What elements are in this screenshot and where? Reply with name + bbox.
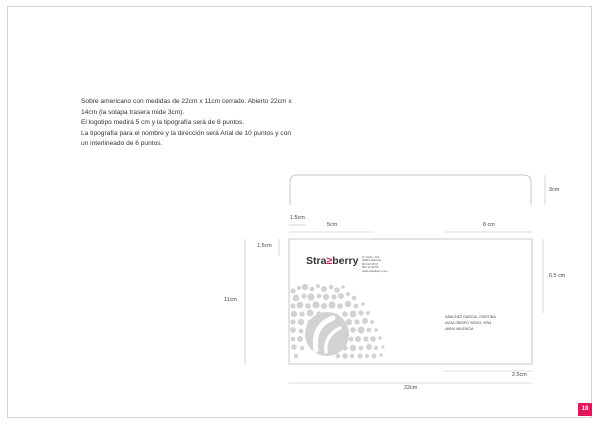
strawberry-logo [306, 256, 358, 267]
dim-envelope-height: 11cm [224, 297, 237, 303]
recipient-line: SÁNCHEZ GARCÍA, CRISTINA [445, 315, 496, 319]
dim-flap-height: 3cm [549, 187, 560, 193]
company-info-line: 46004 Valencia [362, 258, 382, 263]
spec-line: Sobre americano con medidas de 22cm x 11cm cerrado. Abierto 22cm x [81, 98, 292, 105]
recipient-address [445, 314, 496, 333]
dim-bottom-margin: 2.5cm [512, 372, 527, 378]
company-info-line: 96 123 45 67 [362, 261, 379, 266]
dim-address-offset: 6.5 cm [549, 273, 566, 279]
dim-top-margin: 1.5cm [257, 243, 272, 249]
spec-line: un interlineado de 6 puntos. [81, 140, 163, 148]
envelope-flap [290, 175, 531, 205]
dim-right-margin: 8 cm [483, 222, 495, 228]
logo-text-start: Stra [306, 255, 327, 267]
spec-line: El logotipo medirá 5 cm y la tipografía será de 8 puntos. [81, 119, 245, 127]
company-address [362, 256, 388, 273]
dim-flap-offset: 1.5cm [290, 215, 305, 221]
spec-line: 14cm (la solapa trasera mide 3cm). [81, 108, 185, 116]
strawberry-seed-mark [305, 312, 349, 356]
logo-text-end: berry [332, 255, 359, 267]
spec-line: La tipografía para el nombre y la dirección será Arial de 10 puntos y con [81, 129, 292, 137]
dim-envelope-width: 22cm [404, 385, 418, 391]
company-info-line: C/ Colón, 123 [362, 255, 380, 259]
company-info-line: 652 12 34 56 [362, 265, 379, 270]
company-info-line: www.strawberry.com [362, 268, 388, 273]
recipient-line: 46004 VALENCIA [445, 327, 474, 332]
recipient-line: AVDA OBISPO SIEDO, Nº54 [445, 321, 492, 326]
logo-mark: ≥ [326, 255, 333, 267]
dim-logo-width: 5cm [327, 222, 338, 228]
page-number: 18 [578, 403, 592, 416]
